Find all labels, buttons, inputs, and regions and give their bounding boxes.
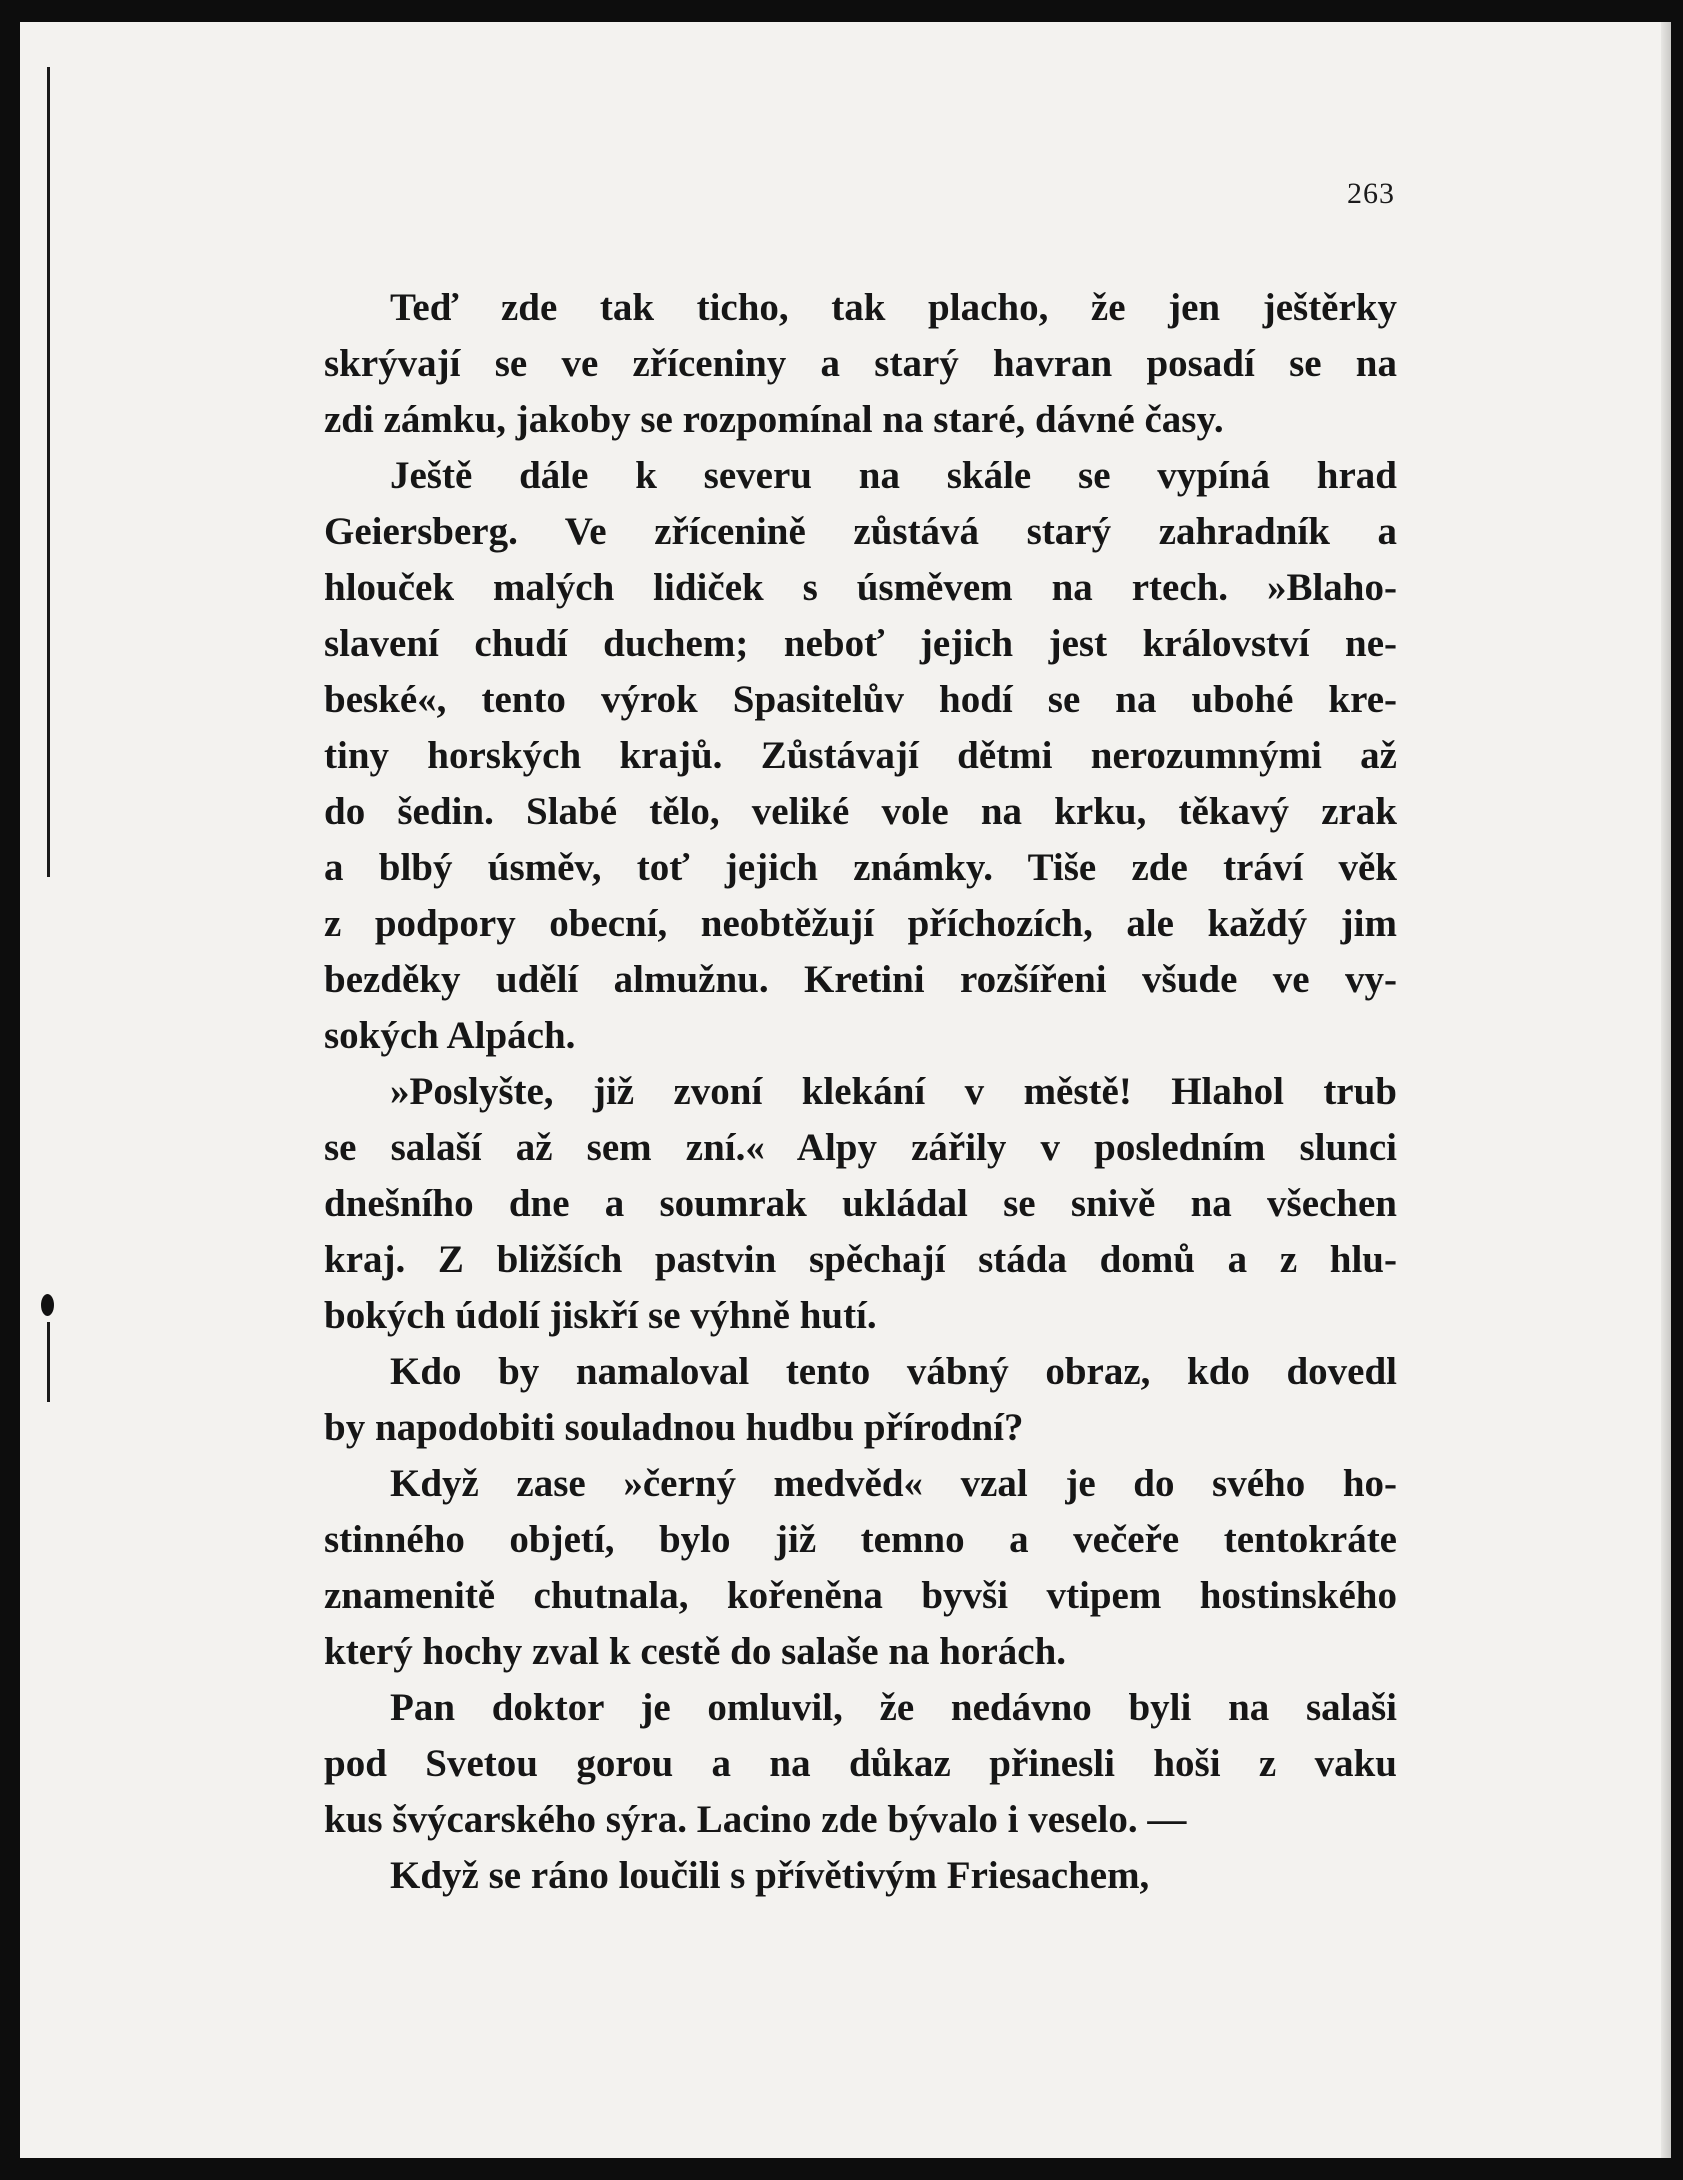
text-line: se salaší až sem zní.« Alpy zářily v posledním slunci: [324, 1126, 1397, 1169]
text-line: Teď zde tak ticho, tak placho, že jen ještěrky: [390, 286, 1397, 329]
text-line: beské«, tento výrok Spasitelův hodí se na ubohé kre-: [324, 678, 1397, 721]
text-line: Pan doktor je omluvil, že nedávno byli na salaši: [390, 1686, 1397, 1729]
text-line: sokých Alpách.: [324, 1014, 576, 1057]
paragraph: [324, 280, 1397, 448]
body-text: [324, 280, 1397, 1904]
text-line: který hochy zval k cestě do salaše na horách.: [324, 1630, 1067, 1673]
text-line: zdi zámku, jakoby se rozpomínal na staré, dávné časy.: [324, 398, 1224, 441]
page-number: 263: [1347, 177, 1395, 210]
binding-hole: [41, 1294, 54, 1316]
text-line: Ještě dále k severu na skále se vypíná hrad: [390, 454, 1397, 497]
paragraph: [324, 1456, 1397, 1680]
text-line: Kdo by namaloval tento vábný obraz, kdo dovedl: [390, 1350, 1397, 1393]
binding-edge: [47, 1322, 50, 1402]
book-page: [20, 22, 1671, 2158]
text-line: a blbý úsměv, toť jejich známky. Tiše zde tráví věk: [324, 846, 1397, 889]
text-line: bezděky udělí almužnu. Kretini rozšířeni všude ve vy-: [324, 958, 1397, 1001]
paragraph: [324, 1064, 1397, 1344]
text-line: slavení chudí duchem; neboť jejich jest království ne-: [324, 622, 1397, 665]
text-line: by napodobiti souladnou hudbu přírodní?: [324, 1406, 1024, 1449]
text-line: tiny horských krajů. Zůstávají dětmi nerozumnými až: [324, 734, 1397, 777]
text-line: z podpory obecní, neobtěžují příchozích, ale každý jim: [324, 902, 1397, 945]
text-line: skrývají se ve zříceniny a starý havran posadí se na: [324, 342, 1397, 385]
text-line: bokých údolí jiskří se výhně hutí.: [324, 1294, 877, 1337]
text-line: kraj. Z bližších pastvin spěchají stáda domů a z hlu-: [324, 1238, 1397, 1281]
text-line: »Poslyšte, již zvoní klekání v městě! Hlahol trub: [390, 1070, 1397, 1113]
binding-edge: [47, 67, 50, 877]
text-line: pod Svetou gorou a na důkaz přinesli hoši z vaku: [324, 1742, 1397, 1785]
paragraph: [324, 1680, 1397, 1848]
text-line: dnešního dne a soumrak ukládal se snivě na všechen: [324, 1182, 1397, 1225]
text-line: hlouček malých lidiček s úsměvem na rtech. »Blaho-: [324, 566, 1397, 609]
text-line: Když se ráno loučili s přívětivým Friesachem,: [390, 1854, 1150, 1897]
paragraph: [324, 1848, 1397, 1904]
text-line: stinného objetí, bylo již temno a večeře tentokráte: [324, 1518, 1397, 1561]
text-line: do šedin. Slabé tělo, veliké vole na krku, těkavý zrak: [324, 790, 1397, 833]
text-line: Když zase »černý medvěd« vzal je do svého ho-: [390, 1462, 1397, 1505]
paragraph: [324, 448, 1397, 1064]
text-line: znamenitě chutnala, kořeněna byvši vtipem hostinského: [324, 1574, 1397, 1617]
page-edge-shadow: [1661, 22, 1671, 2158]
text-line: Geiersberg. Ve zřícenině zůstává starý zahradník a: [324, 510, 1397, 553]
text-line: kus švýcarského sýra. Lacino zde bývalo i veselo. —: [324, 1798, 1187, 1841]
paragraph: [324, 1344, 1397, 1456]
